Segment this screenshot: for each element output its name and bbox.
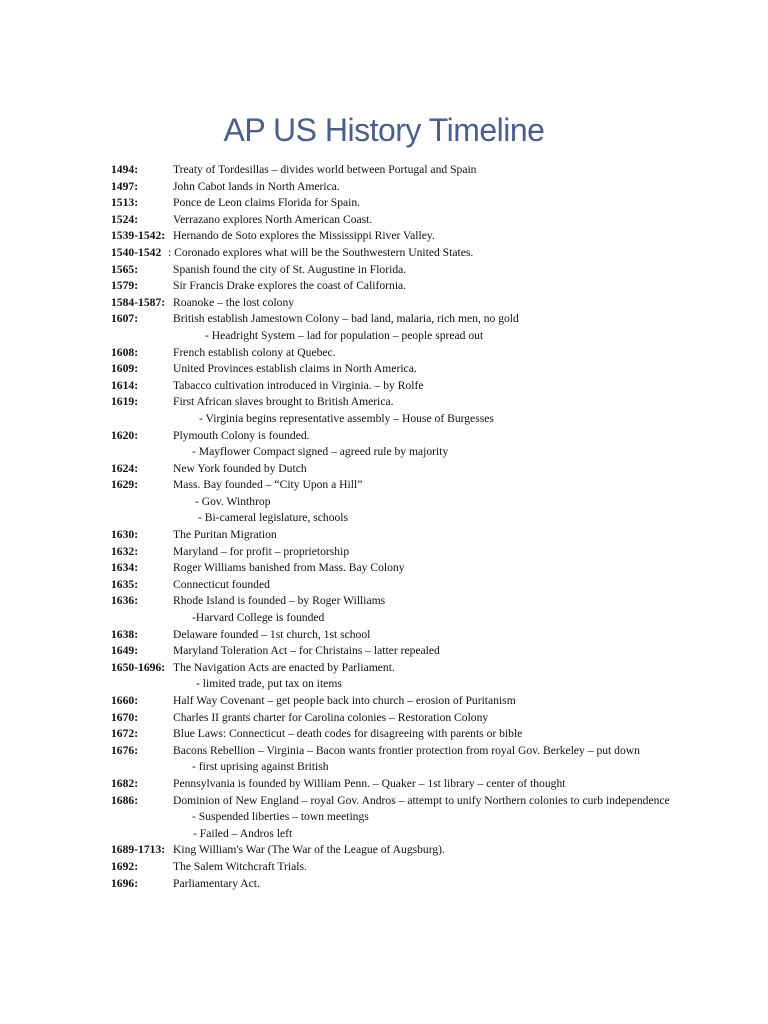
timeline-subnote: - first uprising against British (192, 760, 329, 774)
timeline-event: Delaware founded – 1st church, 1st school (173, 627, 371, 641)
timeline-year: 1620: (111, 428, 139, 442)
timeline-subnote: - Suspended liberties – town meetings (192, 810, 369, 824)
timeline-year: 1524: (111, 212, 139, 226)
timeline-event: The Salem Witchcraft Trials. (173, 859, 307, 873)
timeline-entry (111, 527, 761, 544)
timeline-year: 1497: (111, 179, 139, 193)
timeline-event: French establish colony at Quebec. (173, 345, 336, 359)
timeline-subnote: - Failed – Andros left (193, 826, 293, 840)
timeline-event: Blue Laws: Connecticut – death codes for disagreeing with parents or bible (173, 727, 523, 741)
timeline-entry (111, 278, 761, 295)
timeline-event: : Coronado explores what will be the Southwestern United States. (168, 245, 474, 259)
timeline-event: First African slaves brought to British America. (173, 395, 394, 409)
timeline-event: Charles II grants charter for Carolina colonies – Restoration Colony (173, 710, 489, 724)
timeline-event: Roger Williams banished from Mass. Bay Colony (173, 561, 405, 575)
timeline-year: 1609: (111, 362, 139, 376)
timeline-event: Half Way Covenant – get people back into church – erosion of Puritanism (173, 694, 516, 707)
timeline-event: New York founded by Dutch (173, 461, 307, 475)
timeline-entry (111, 345, 761, 362)
timeline-event: Rhode Island is founded – by Roger Williams (173, 594, 386, 608)
timeline-year: 1649: (111, 644, 139, 658)
timeline-entry (111, 477, 761, 494)
timeline-entry (111, 793, 761, 810)
timeline-entry (111, 212, 761, 229)
timeline-subnote: - limited trade, put tax on items (196, 677, 342, 691)
timeline-event: Hernando de Soto explores the Mississippi River Valley. (173, 229, 435, 243)
timeline-entry (111, 162, 761, 179)
timeline-year: 1629: (111, 478, 139, 492)
timeline-event: Treaty of Tordesillas – divides world between Portugal and Spain (173, 163, 477, 176)
timeline-entry (111, 228, 761, 245)
timeline-entry (111, 743, 761, 760)
timeline-event: United Provinces establish claims in North America. (173, 362, 417, 376)
timeline-year: 1672: (111, 727, 139, 741)
timeline-year: 1636: (111, 594, 139, 608)
timeline-event: Maryland Toleration Act – for Christains – latter repealed (173, 644, 440, 658)
timeline-subnote: -Harvard College is founded (192, 611, 325, 625)
timeline-event: Mass. Bay founded – “City Upon a Hill” (173, 478, 363, 492)
timeline-year: 1494: (111, 163, 139, 176)
timeline-entry (111, 361, 761, 378)
timeline-subnote: - Headright System – lad for population – people spread out (205, 328, 484, 342)
timeline-year: 1608: (111, 345, 139, 359)
timeline-year: 1539-1542: (111, 229, 166, 243)
timeline-entry (111, 179, 761, 196)
timeline-entry (111, 710, 761, 727)
timeline-event: Connecticut founded (173, 577, 270, 591)
page-title: AP US History Timeline (223, 112, 545, 148)
timeline-event: Ponce de Leon claims Florida for Spain. (173, 196, 361, 210)
timeline-year: 1579: (111, 279, 139, 293)
timeline-event: Bacons Rebellion – Virginia – Bacon wants frontier protection from royal Gov. Berkeley – put down (173, 743, 640, 757)
timeline-event: Sir Francis Drake explores the coast of California. (173, 279, 407, 293)
timeline-year: 1513: (111, 196, 139, 210)
timeline-year: 1670: (111, 710, 139, 724)
timeline-year: 1676: (111, 743, 139, 757)
timeline-entry (111, 693, 761, 710)
timeline-entry (111, 560, 761, 577)
timeline-year: 1584-1587: (111, 295, 166, 309)
timeline-entry (111, 195, 761, 212)
timeline-subnote: - Gov. Winthrop (195, 494, 271, 508)
timeline-entry (111, 726, 761, 743)
timeline-event: The Navigation Acts are enacted by Parliament. (173, 660, 395, 674)
timeline-event: Roanoke – the lost colony (173, 295, 295, 309)
timeline-entry (111, 842, 761, 859)
timeline-year: 1630: (111, 528, 139, 542)
timeline-event: Tabacco cultivation introduced in Virginia. – by Rolfe (173, 378, 424, 392)
timeline-entry (111, 577, 761, 594)
timeline-year: 1619: (111, 395, 139, 409)
timeline-entry (111, 876, 761, 893)
timeline-entry (111, 311, 761, 328)
timeline-entry (111, 295, 761, 312)
timeline-entry (111, 544, 761, 561)
timeline-year: 1696: (111, 876, 139, 890)
timeline-year: 1607: (111, 312, 139, 326)
timeline-subnote: - Bi-cameral legislature, schools (198, 511, 349, 525)
timeline-subnote: - Mayflower Compact signed – agreed rule by majority (192, 445, 449, 459)
timeline-entry (111, 461, 761, 478)
timeline-event: The Puritan Migration (173, 528, 277, 542)
timeline-event: Maryland – for profit – proprietorship (173, 544, 350, 558)
timeline-event: Dominion of New England – royal Gov. Andros – attempt to unify Northern colonies to curb independence (173, 793, 670, 807)
timeline-entry (111, 245, 761, 262)
timeline-event: Spanish found the city of St. Augustine in Florida. (173, 262, 407, 276)
timeline-entry (111, 643, 761, 660)
timeline-year: 1660: (111, 694, 139, 707)
timeline-year: 1689-1713: (111, 843, 166, 857)
timeline-year: 1638: (111, 627, 139, 641)
timeline-event: Parliamentary Act. (173, 876, 260, 890)
timeline-entry (111, 394, 761, 411)
timeline-entry (111, 428, 761, 445)
timeline-event: Plymouth Colony is founded. (173, 428, 310, 442)
timeline-entry (111, 262, 761, 279)
timeline-subnote: - Virginia begins representative assembly – House of Burgesses (199, 411, 494, 425)
timeline-entry (111, 378, 761, 395)
timeline-entry (111, 660, 761, 677)
timeline-year: 1682: (111, 776, 139, 790)
timeline-year: 1692: (111, 859, 139, 873)
timeline-year: 1650-1696: (111, 660, 166, 674)
timeline-event: Pennsylvania is founded by William Penn. – Quaker – 1st library – center of thought (173, 776, 566, 790)
timeline-year: 1614: (111, 378, 139, 392)
timeline-event: British establish Jamestown Colony – bad land, malaria, rich men, no gold (173, 312, 519, 326)
timeline-entry (111, 859, 761, 876)
timeline-entry (111, 627, 761, 644)
timeline-year: 1686: (111, 793, 139, 807)
timeline-year: 1540-1542 (111, 245, 162, 259)
timeline-year: 1624: (111, 461, 139, 475)
timeline-entry (111, 593, 761, 610)
timeline-year: 1565: (111, 262, 139, 276)
timeline-event: John Cabot lands in North America. (173, 179, 340, 193)
timeline-event: Verrazano explores North American Coast. (173, 212, 373, 226)
timeline-year: 1635: (111, 577, 139, 591)
timeline-list (111, 162, 761, 892)
timeline-entry (111, 776, 761, 793)
timeline-year: 1634: (111, 561, 139, 575)
timeline-year: 1632: (111, 544, 139, 558)
timeline-event: King William's War (The War of the League of Augsburg). (173, 843, 445, 857)
